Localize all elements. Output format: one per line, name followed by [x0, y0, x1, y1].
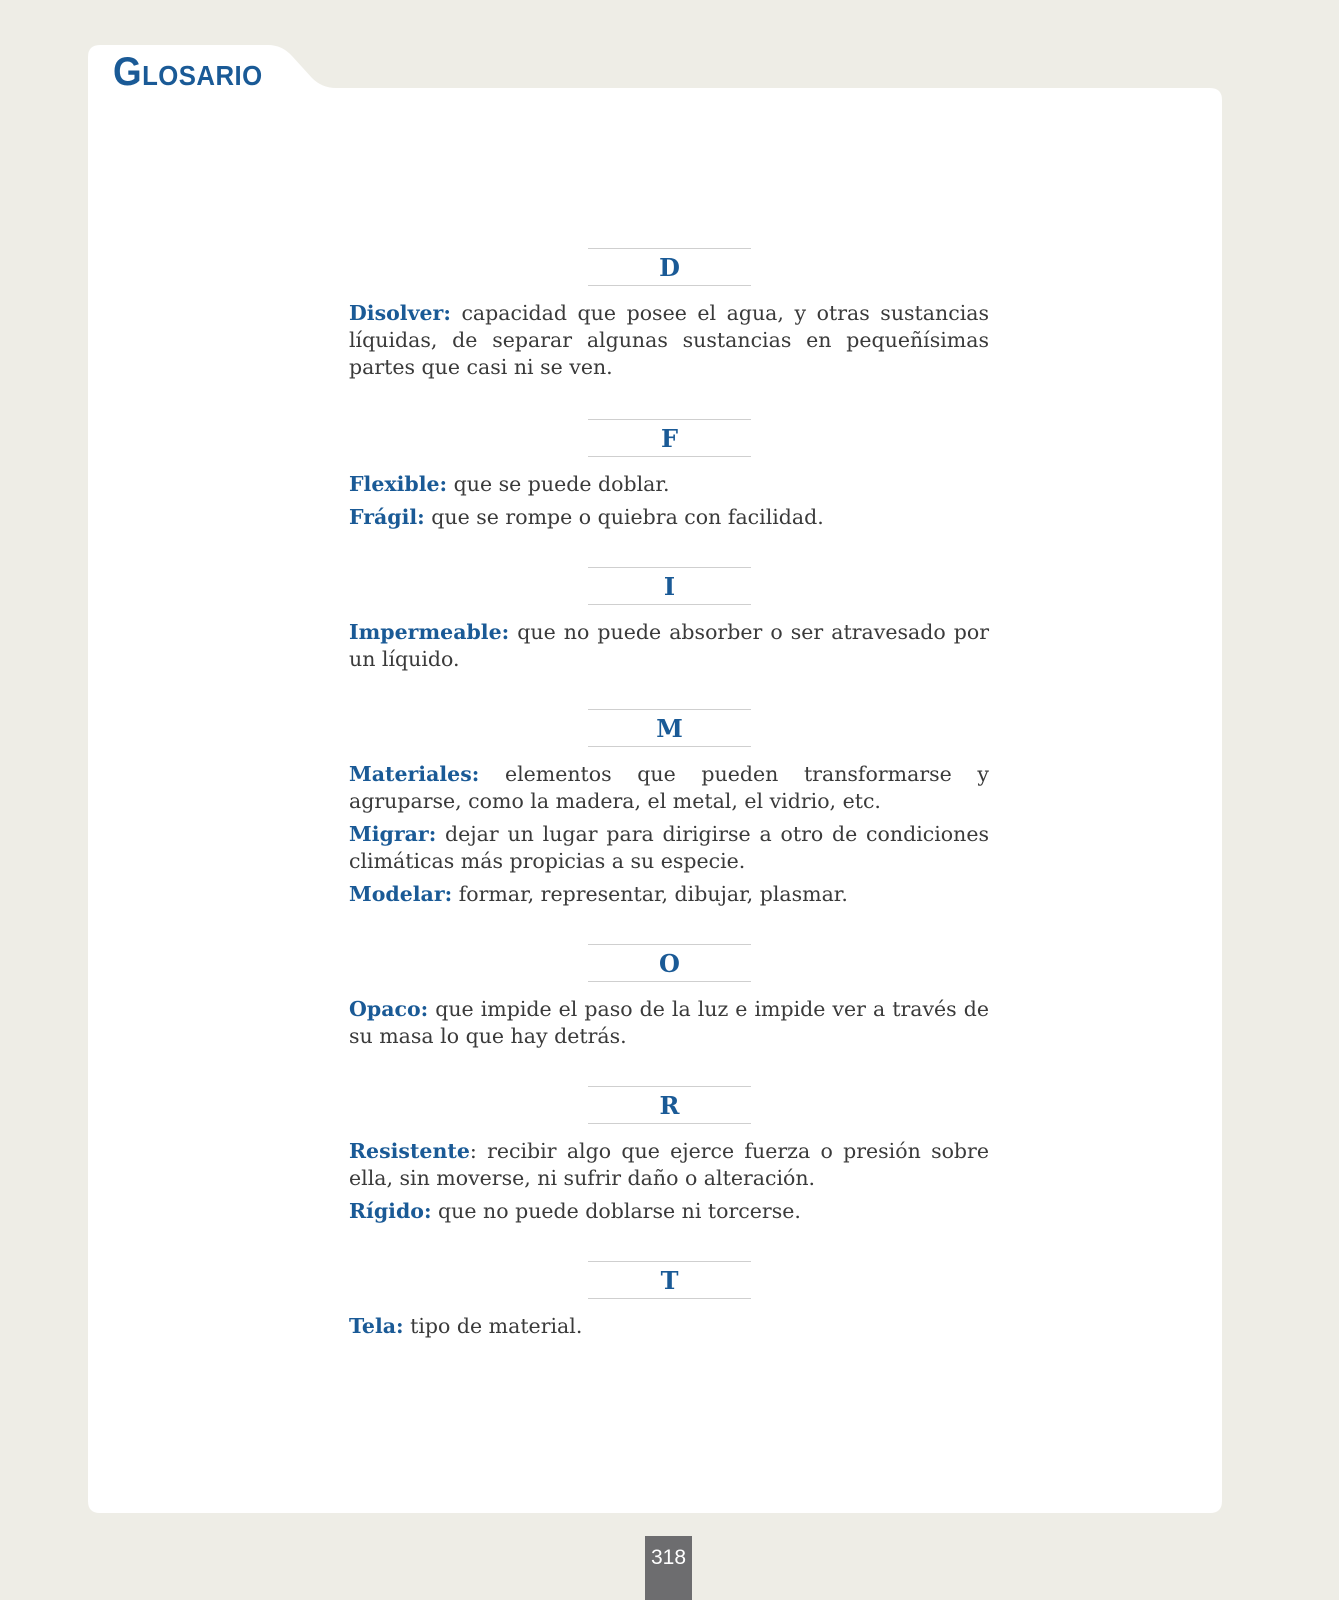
- section-entries: [349, 1138, 989, 1225]
- page-number: 318: [645, 1536, 692, 1600]
- page-title: [113, 50, 263, 95]
- entry-definition: que no puede absorber o ser atravesado por un líquido.: [349, 620, 989, 671]
- glossary-section-r: [349, 1086, 989, 1225]
- page-title-rest: LOSARIO: [142, 60, 263, 91]
- section-letter: M: [588, 709, 751, 747]
- section-entries: [349, 1313, 989, 1340]
- entry-term: Frágil:: [349, 505, 425, 529]
- section-letter: O: [588, 944, 751, 982]
- entry-definition: que se puede doblar.: [447, 472, 670, 496]
- glossary-entry: [349, 504, 989, 531]
- glossary-entry: [349, 1138, 989, 1192]
- glossary-section-o: [349, 944, 989, 1050]
- glossary-content: [349, 248, 989, 1346]
- section-entries: [349, 996, 989, 1050]
- entry-definition: tipo de material.: [403, 1314, 583, 1338]
- section-entries: [349, 300, 989, 381]
- glossary-entry: [349, 821, 989, 875]
- entry-term: Rígido:: [349, 1199, 432, 1223]
- section-entries: [349, 619, 989, 673]
- glossary-section-d: [349, 248, 989, 381]
- entry-definition: formar, representar, dibujar, plasmar.: [452, 882, 848, 906]
- entry-definition: que se rompe o quiebra con facilidad.: [424, 505, 824, 529]
- glossary-section-i: [349, 567, 989, 673]
- entry-definition: dejar un lugar para dirigirse a otro de condiciones climáticas más propicias a su especie.: [349, 822, 989, 873]
- entry-definition: que no puede doblarse ni torcerse.: [431, 1199, 801, 1223]
- section-letter: R: [588, 1086, 751, 1124]
- section-entries: [349, 471, 989, 531]
- entry-term: Materiales:: [349, 762, 480, 786]
- page-title-initial: G: [113, 50, 143, 94]
- glossary-entry: [349, 881, 989, 908]
- entry-term: Opaco:: [349, 997, 429, 1021]
- entry-term: Resistente: [349, 1139, 470, 1163]
- entry-definition: que impide el paso de la luz e impide ver a través de su masa lo que hay detrás.: [349, 997, 989, 1048]
- glossary-entry: [349, 1313, 989, 1340]
- entry-term: Modelar:: [349, 882, 453, 906]
- glossary-section-t: [349, 1261, 989, 1340]
- glossary-entry: [349, 471, 989, 498]
- section-letter: T: [588, 1261, 751, 1299]
- entry-term: Migrar:: [349, 822, 437, 846]
- entry-definition: elementos que pueden transformarse y agruparse, como la madera, el metal, el vidrio, etc.: [349, 762, 989, 813]
- entry-term: Tela:: [349, 1314, 404, 1338]
- entry-definition: : recibir algo que ejerce fuerza o presión sobre ella, sin moverse, ni sufrir daño o alteración.: [349, 1139, 989, 1190]
- glossary-entry: [349, 761, 989, 815]
- glossary-entry: [349, 996, 989, 1050]
- section-letter: I: [588, 567, 751, 605]
- glossary-entry: [349, 1198, 989, 1225]
- glossary-section-m: [349, 709, 989, 908]
- entry-term: Impermeable:: [349, 620, 510, 644]
- entry-term: Disolver:: [349, 301, 451, 325]
- section-letter: F: [588, 419, 751, 457]
- glossary-entry: [349, 300, 989, 381]
- glossary-section-f: [349, 419, 989, 531]
- entry-term: Flexible:: [349, 472, 448, 496]
- section-letter: D: [588, 248, 751, 286]
- glossary-entry: [349, 619, 989, 673]
- entry-definition: capacidad que posee el agua, y otras sustancias líquidas, de separar algunas sustancias en pequeñísimas partes que casi ni se ven.: [349, 301, 989, 379]
- section-entries: [349, 761, 989, 908]
